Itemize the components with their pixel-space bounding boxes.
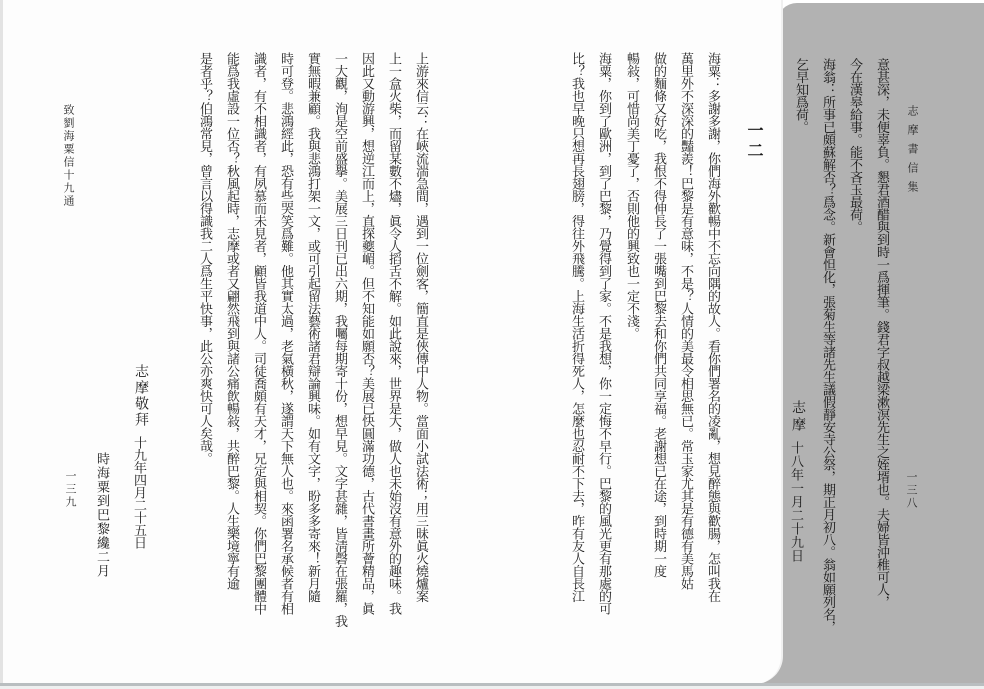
running-header: 志摩書信集: [906, 105, 918, 200]
signature-note: 時海粟到巴黎纔二月: [95, 452, 110, 578]
text-column: 上游來信云：在峽流湍急間，遇到一位劍客，簡直是俠傳中人物。當面小試法術；用三昧眞火燒爐案: [414, 52, 429, 602]
text-column: 上一盒火柴，而留某數不燼，眞令人搯舌不解。如此說來，世界是大，做人也未始沒有意外的趣味。我: [387, 52, 402, 615]
text-column: 是者乎？伯鴻常見，曾言以得識我二人爲生平快事，此公亦爽快可人矣哉。: [198, 52, 213, 465]
signature-name: 志摩敬拜: [133, 364, 148, 428]
text-column: 一大觀，洵是空前盛擧。美展三日刊已出六期，我囑每期寄十份，想早見。文字甚雜，皆淸磬在張羅，我: [333, 52, 348, 627]
text-column: 暢敍，可惜尚美丁憂了，否則他的興致也一定不淺。: [625, 52, 640, 340]
text-column: 萬里外不深深的豔羨！巴黎是有意味，不是？人情的美最令相思無已。常玉家尤其是有德有美馬姑: [679, 52, 694, 590]
signature-name: 志摩: [790, 400, 805, 434]
text-column: 實無暇兼顧。我與悲鴻打架一文，或可引起留法藝術諸君辯論興味。如有文字，盼多多寄來！新月隨: [306, 52, 321, 602]
page-number: 一三八: [905, 471, 917, 510]
signature-date: 十八年一月二十九日: [789, 441, 804, 563]
text-column: 識者，有不相識者，有夙慕而未見者，顧皆我道中人。司徒喬頗有天才，兄定與相契。你們巴黎團體中: [252, 52, 267, 615]
text-column: 今在漢皋給事。能不吝玉最荷。: [848, 58, 863, 233]
text-column: 海翁：所事已頗蘇解否？爲念。新會怛化，張菊生等諸先生議假靜安寺公祭，期正月初八。翁如願列名，: [821, 58, 836, 633]
letter-number-heading: 一二: [745, 122, 762, 162]
signature-date: 十九年四月二十五日: [132, 436, 147, 549]
text-column: 能爲我虛設一位否？秋風起時，志摩或者又翩然飛到與諸公痛飲暢敍，共醉巴黎。人生樂境寧有逾: [225, 52, 240, 590]
text-column: 海粟：多謝多謝，你們海外歡暢中不忘向隅的故人。看你們署名的凌亂，想見醉態與歡腸，怎叫我在: [706, 52, 721, 602]
text-column: 做的麵條又好吃，我恨不得伸長了一張嘴到巴黎去和你們共同享福。老謝想已在途，到時期一度: [652, 52, 667, 577]
page-number: 一三九: [64, 470, 76, 509]
text-column: 乞早知爲荷。: [794, 58, 809, 133]
text-column: 時可登。悲鴻經此，恐有些哭笑爲難。他其實太過，老氣橫秋，遂謂天下無人也。來函署名承候者有相: [279, 52, 294, 615]
text-column: 海粟，你到了歐洲，到了巴黎，乃覺得到了家。不是我想，你一定悔不早行。巴黎的風光更有那處的可: [597, 52, 612, 615]
text-column: 因此又動游興，想逆江而上，直探夔嵋。但不知能如願否？美展已快圓滿功德，古代書畫所薈精品，眞: [360, 52, 375, 615]
chapter-header: 致劉海粟信十九通: [62, 104, 74, 208]
text-column: 比？我也早晚只想再長翅膀，得往外飛騰。上海生活折得死人，怎麼也忍耐不下去，昨有友人自長江: [570, 52, 585, 602]
text-column: 意甚深，未便辜負。懇君酒醋與到時一爲揮筆。錢君字叔越梁漱溟先生之姪壻也。夫婦皆沖稚可人，: [875, 58, 890, 608]
